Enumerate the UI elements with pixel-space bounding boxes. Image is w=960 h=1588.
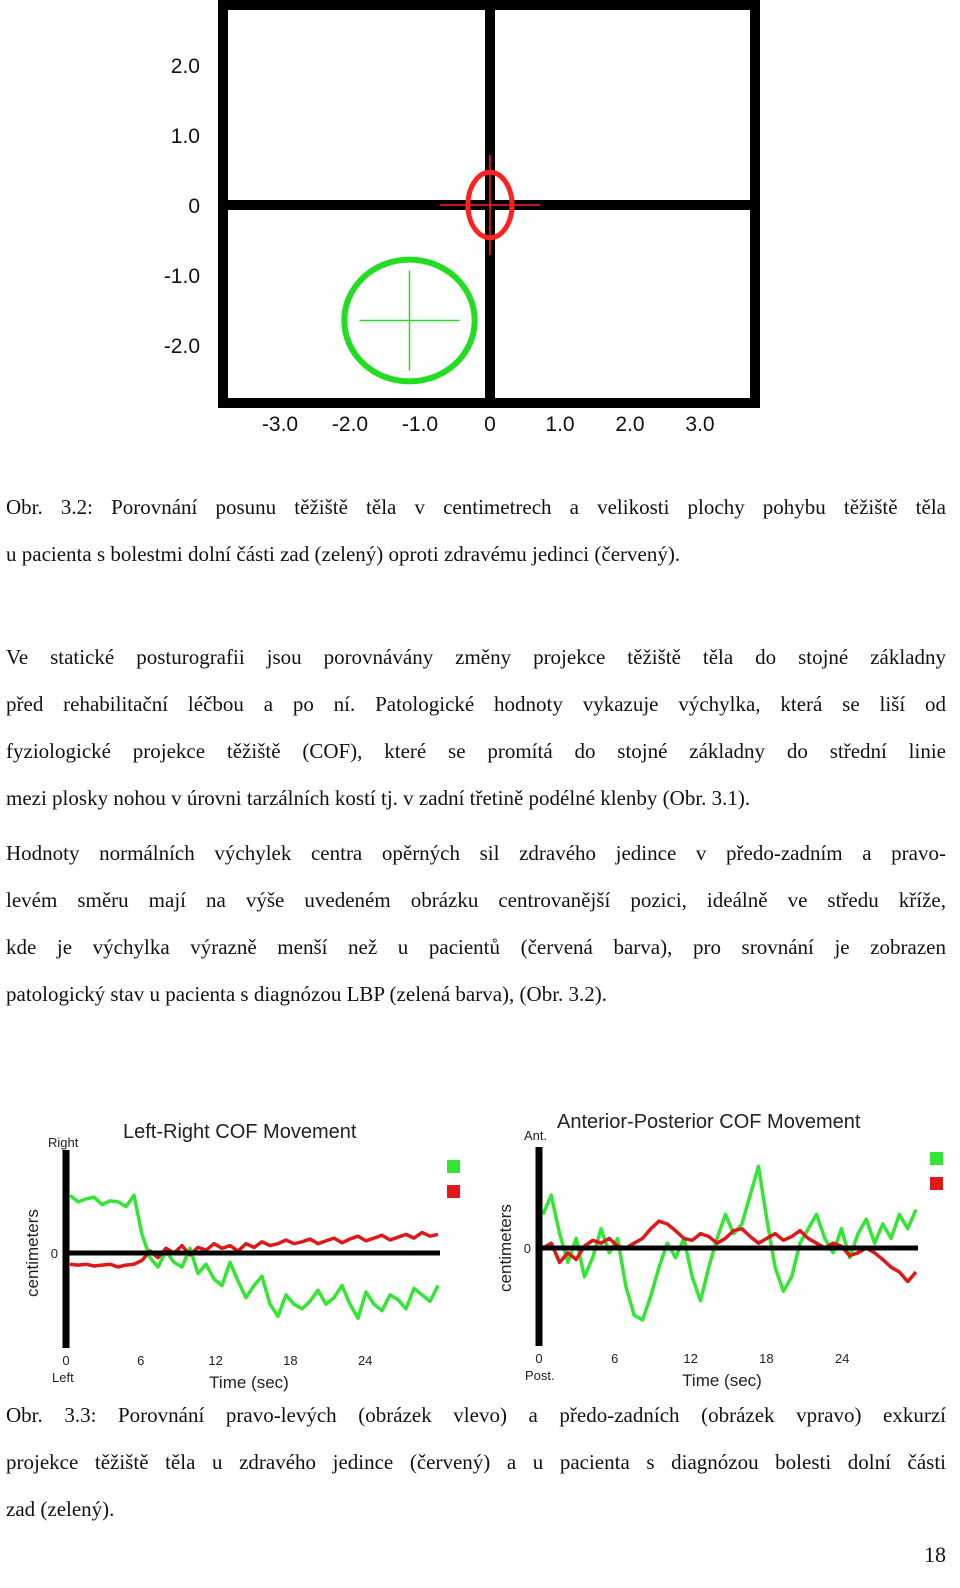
x-tick-label: -1.0 [401, 413, 439, 436]
y-tick-label: 0 [188, 195, 200, 218]
paragraph-line: kde je výchylka výrazně menší než u pacientů (červená barva), pro srovnání je zobrazen [6, 935, 946, 959]
y-tick-label: -1.0 [163, 265, 200, 288]
zero-label: 0 [523, 1241, 531, 1256]
cof-ellipse-figure [150, 0, 790, 445]
left-right-chart [23, 1121, 460, 1392]
y-tick-label: -2.0 [163, 335, 200, 358]
x-tick-labels [262, 413, 715, 436]
x-tick-label: 3.0 [685, 413, 715, 436]
caption-line: projekce těžiště těla u zdravého jedince (červený) a u pacienta s diagnózou bolesti dolní části [6, 1450, 946, 1474]
x-tick-label: 18 [759, 1351, 774, 1366]
paragraph-line: patologický stav u pacienta s diagnózou LBP (zelená barva), (Obr. 3.2). [6, 982, 608, 1006]
y-tick-label: 2.0 [170, 55, 200, 78]
y-tick-labels [164, 55, 200, 358]
chart-title: Left-Right COF Movement [123, 1121, 357, 1143]
x-tick-label: 18 [283, 1353, 298, 1368]
x-tick-label: 6 [137, 1353, 145, 1368]
x-axis-label: Time (sec) [682, 1371, 762, 1390]
healthy-series-line [70, 1233, 438, 1268]
cof-grid [223, 5, 759, 403]
paragraph-line: levém směru mají na výše uvedeném obrázku centrovanější pozici, ideálně ve středu kříže, [6, 888, 946, 912]
caption-line: u pacienta s bolestmi dolní části zad (zelený) oproti zdravému jedinci (červený). [6, 542, 681, 566]
x-tick-label: 12 [683, 1351, 698, 1366]
top-direction-label: Right [48, 1135, 79, 1150]
x-tick-label: -3.0 [261, 413, 299, 436]
x-tick-label: 2.0 [615, 413, 645, 436]
healthy-legend-swatch [930, 1177, 943, 1190]
bottom-direction-label: Post. [525, 1368, 555, 1383]
x-axis-label: Time (sec) [209, 1373, 289, 1392]
lbp-patient-series-line [70, 1195, 438, 1318]
caption-line: Obr. 3.3: Porovnání pravo-levých (obrázek vlevo) a předo-zadních (obrázek vpravo) exkurzí [6, 1403, 946, 1427]
paragraph-line: před rehabilitační léčbou a po ní. Patologické hodnoty vykazuje výchylka, která se liší od [6, 692, 946, 716]
anterior-posterior-chart [496, 1111, 943, 1390]
y-axis-label: centimeters [23, 1209, 42, 1297]
figure-caption-3-2 [6, 484, 946, 578]
x-tick-label: 24 [357, 1353, 373, 1368]
figure-caption-3-3 [6, 1392, 946, 1533]
paragraph-line: fyziologické projekce těžiště (COF), které se promítá do stojné základny do střední linie [6, 739, 946, 763]
page-number: 18 [924, 1542, 946, 1567]
x-tick-label: 0 [535, 1351, 543, 1366]
caption-line: zad (zelený). [6, 1497, 115, 1521]
x-tick-label: -2.0 [331, 413, 369, 436]
lbp-patient-legend-swatch [447, 1160, 460, 1173]
paragraph-normal-values [6, 830, 946, 1018]
x-tick-label: 1.0 [545, 413, 575, 436]
lbp-patient-legend-swatch [930, 1152, 943, 1165]
bottom-direction-label: Left [52, 1370, 74, 1385]
x-tick-label: 0 [484, 413, 496, 436]
cof-movement-charts [0, 1100, 960, 1400]
healthy-legend-swatch [447, 1185, 460, 1198]
x-tick-label: 24 [834, 1351, 850, 1366]
y-axis-label: centimeters [496, 1204, 515, 1292]
y-tick-label: 1.0 [170, 125, 200, 148]
cof-ellipses [344, 155, 540, 381]
x-tick-label: 0 [62, 1353, 70, 1368]
x-tick-label: 12 [208, 1353, 223, 1368]
paragraph-line: mezi plosky nohou v úrovni tarzálních kostí tj. v zadní třetině podélné klenby (Obr. 3.1). [6, 786, 751, 810]
caption-line: Obr. 3.2: Porovnání posunu těžiště těla v centimetrech a velikosti plochy pohybu těžiště těla [6, 495, 946, 519]
paragraph-line: Hodnoty normálních výchylek centra opěrných sil zdravého jedince v předo-zadním a pravo- [6, 841, 946, 865]
top-direction-label: Ant. [524, 1128, 548, 1143]
x-tick-label: 6 [611, 1351, 619, 1366]
paragraph-line: Ve statické posturografii jsou porovnávány změny projekce těžiště těla do stojné základny [6, 645, 946, 669]
chart-title: Anterior-Posterior COF Movement [557, 1111, 861, 1133]
paragraph-posturography [6, 634, 946, 822]
zero-label: 0 [50, 1246, 58, 1261]
